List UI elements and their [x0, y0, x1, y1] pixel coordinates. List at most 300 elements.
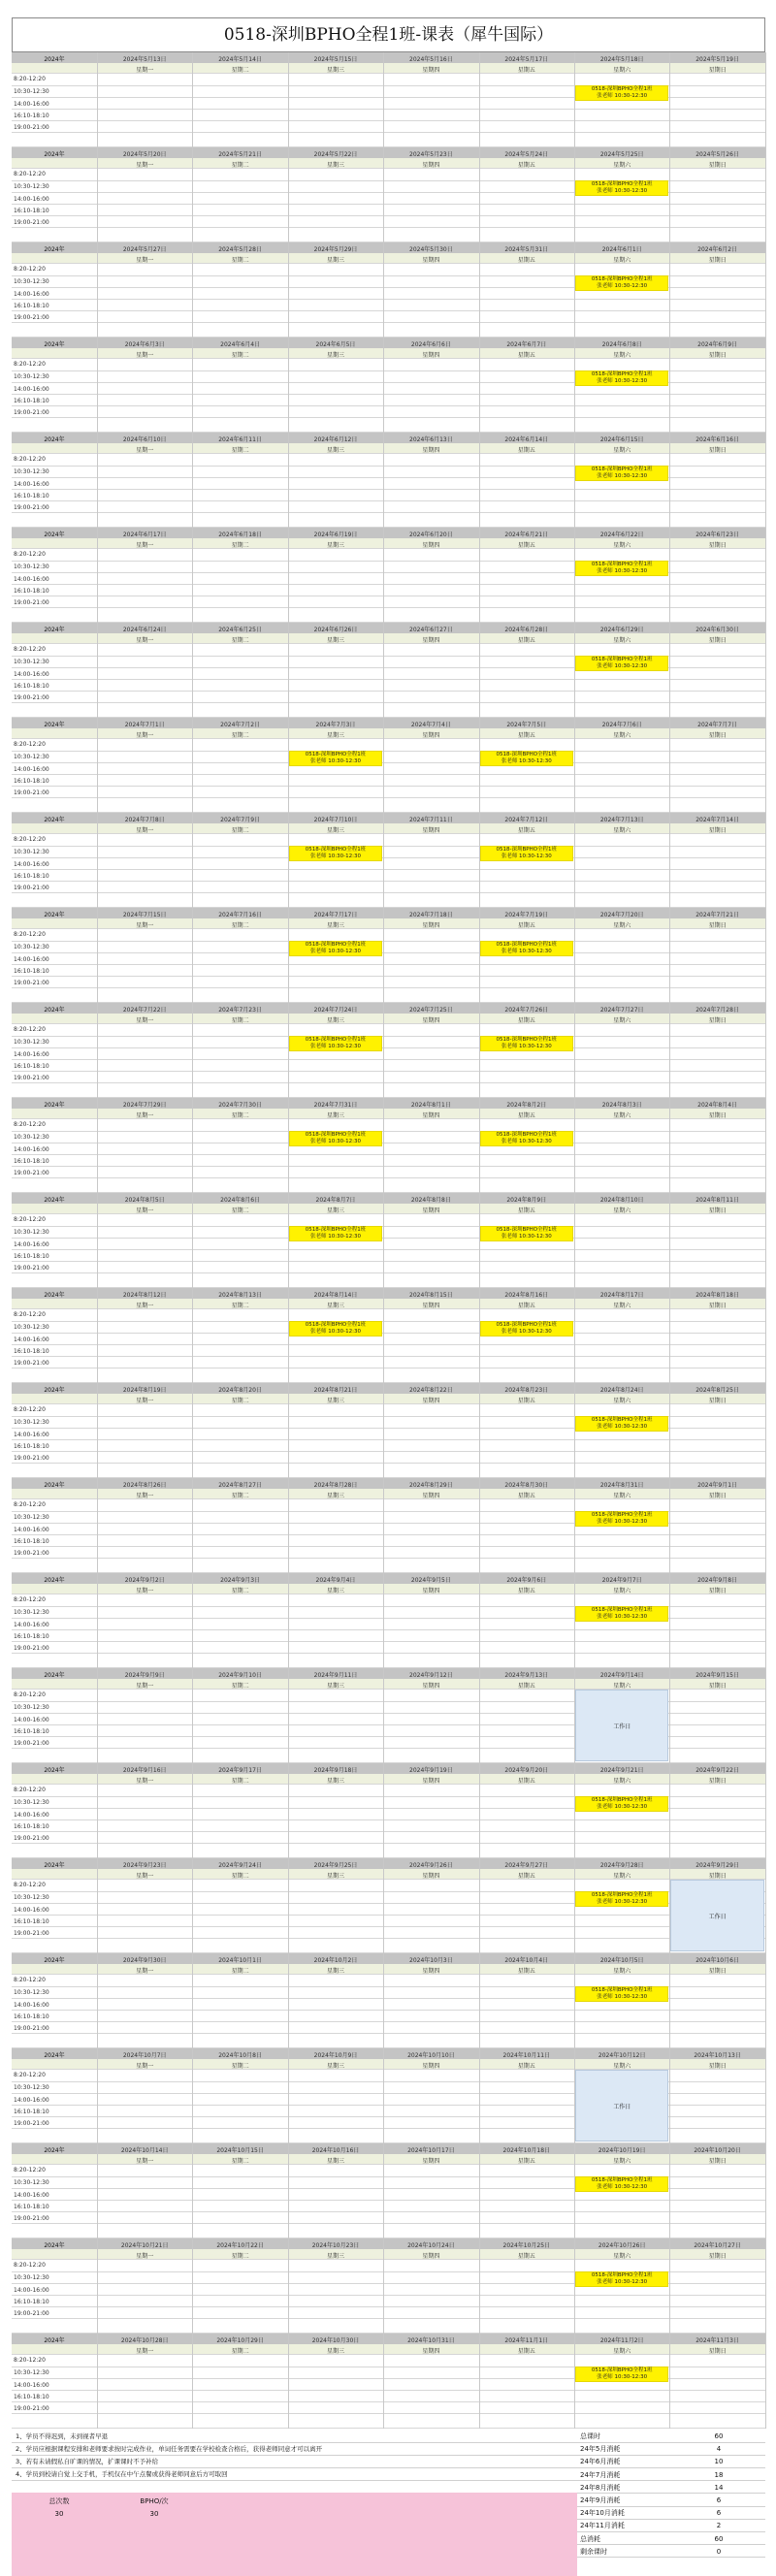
- weekday-cell: 星期四: [422, 1588, 440, 1594]
- row-divider: [12, 405, 765, 406]
- weekday-cell: 星期一: [136, 257, 154, 264]
- weekday-cell: 星期四: [422, 1873, 440, 1880]
- week-block: [12, 1098, 765, 1193]
- weekday-cell: 星期二: [231, 1303, 249, 1309]
- weekday-cell: 星期日: [708, 1493, 727, 1499]
- weekday-cell: 星期二: [231, 1588, 249, 1594]
- weekday-cell: 星期日: [708, 2253, 727, 2260]
- class-event-cell[interactable]: [289, 1036, 382, 1051]
- weekday-cell: 星期二: [231, 637, 249, 644]
- date-cell: 2024年8月28日: [313, 1482, 358, 1489]
- weekday-cell: 星期二: [231, 1493, 249, 1499]
- row-divider: [12, 702, 765, 703]
- event-teacher-time: 张老师 10:30-12:30: [597, 283, 648, 289]
- time-slot-label: 10:30-12:30: [14, 1799, 49, 1806]
- date-cell: 2024年9月26日: [409, 1862, 453, 1869]
- time-slot-label: 16:10-18:10: [14, 2394, 49, 2400]
- time-slot-label: 8:20-12:20: [14, 1501, 46, 1508]
- event-title: 0518-深圳BPHO全程1班: [591, 1417, 653, 1423]
- date-cell: 2024年6月15日: [599, 436, 644, 443]
- class-event-cell[interactable]: [480, 1226, 573, 1241]
- class-event-cell[interactable]: [575, 466, 668, 481]
- date-cell: 2024年11月2日: [599, 2337, 644, 2344]
- date-cell: 2024年8月9日: [506, 1197, 547, 1204]
- event-teacher-time: 张老师 10:30-12:30: [597, 1994, 648, 2000]
- date-cell: 2024年8月29日: [409, 1482, 453, 1489]
- weekday-cell: 星期日: [708, 2158, 727, 2165]
- event-title: 0518-深圳BPHO全程1班: [496, 752, 558, 757]
- class-event-cell[interactable]: [575, 85, 668, 101]
- class-event-cell[interactable]: [289, 1321, 382, 1336]
- weekday-cell: 星期六: [613, 1683, 631, 1690]
- class-event-cell[interactable]: [289, 941, 382, 956]
- date-cell: 2024年8月16日: [504, 1292, 549, 1299]
- weekday-cell: 星期三: [326, 352, 344, 359]
- self-study-cell[interactable]: 工作日: [670, 1880, 763, 1951]
- row-divider: [12, 857, 765, 858]
- date-cell: 2024年8月31日: [599, 1482, 644, 1489]
- weekday-cell: 星期三: [326, 2063, 344, 2070]
- time-slot-label: 14:00-16:00: [14, 1907, 49, 1914]
- date-cell: 2024年8月23日: [504, 1387, 549, 1394]
- event-teacher-time: 张老师 10:30-12:30: [501, 949, 552, 954]
- row-divider: [12, 2211, 765, 2212]
- time-slot-label: 8:20-12:20: [14, 1406, 46, 1413]
- date-cell: 2024年8月27日: [218, 1482, 262, 1489]
- time-slot-label: 10:30-12:30: [14, 2084, 49, 2091]
- row-divider: [12, 762, 765, 763]
- class-event-cell[interactable]: [575, 1891, 668, 1907]
- weekday-cell: 星期六: [613, 2348, 631, 2355]
- class-event-cell[interactable]: [575, 1416, 668, 1432]
- time-slot-label: 19:00-21:00: [14, 124, 49, 131]
- date-cell: 2024年5月17日: [504, 56, 549, 63]
- weekday-cell: 星期二: [231, 1873, 249, 1880]
- column-divider: [765, 623, 766, 718]
- row-divider: [12, 1915, 765, 1916]
- date-cell: 2024年7月5日: [506, 722, 547, 728]
- event-title: 0518-深圳BPHO全程1班: [591, 276, 653, 282]
- row-divider: [12, 299, 765, 300]
- week-block: [12, 2334, 765, 2429]
- time-slot-label: 10:30-12:30: [14, 1039, 49, 1046]
- year-label: 2024年: [44, 1197, 65, 1204]
- row-divider: [12, 227, 765, 228]
- time-slot-label: 14:00-16:00: [14, 101, 49, 108]
- date-cell: 2024年8月11日: [695, 1197, 739, 1204]
- row-divider: [12, 1938, 765, 1939]
- weekday-cell: 星期四: [422, 1017, 440, 1024]
- row-divider: [12, 584, 765, 585]
- date-cell: 2024年10月23日: [311, 2242, 360, 2249]
- row-divider: [12, 1082, 765, 1083]
- date-cell: 2024年8月25日: [695, 1387, 739, 1394]
- event-title: 0518-深圳BPHO全程1班: [591, 1987, 653, 1993]
- weekday-cell: 星期三: [326, 1303, 344, 1309]
- date-cell: 2024年6月27日: [409, 627, 453, 633]
- weekday-cell: 星期六: [613, 162, 631, 169]
- weekday-cell: 星期四: [422, 1303, 440, 1309]
- date-cell: 2024年8月24日: [599, 1387, 644, 1394]
- row-divider: [12, 774, 765, 775]
- date-cell: 2024年9月3日: [220, 1577, 261, 1584]
- weekday-cell: 星期六: [613, 1873, 631, 1880]
- column-divider: [765, 1098, 766, 1193]
- time-slot-label: 19:00-21:00: [14, 694, 49, 701]
- row-divider: [12, 1463, 765, 1464]
- date-cell: 2024年10月15日: [216, 2147, 264, 2154]
- class-event-cell[interactable]: [480, 846, 573, 861]
- event-teacher-time: 张老师 10:30-12:30: [597, 568, 648, 574]
- time-slot-label: 16:10-18:10: [14, 398, 49, 404]
- event-title: 0518-深圳BPHO全程1班: [496, 1132, 558, 1138]
- weekday-cell: 星期一: [136, 637, 154, 644]
- date-cell: 2024年8月15日: [409, 1292, 453, 1299]
- date-cell: 2024年10月6日: [695, 1957, 739, 1964]
- stat-value: 6: [672, 2507, 765, 2520]
- time-slot-label: 10:30-12:30: [14, 944, 49, 950]
- weekday-cell: 星期日: [708, 67, 727, 74]
- date-cell: 2024年9月7日: [601, 1577, 642, 1584]
- weekday-cell: 星期五: [517, 1683, 535, 1690]
- stat-label: 24年10月消耗: [577, 2507, 672, 2520]
- date-cell: 2024年9月8日: [697, 1577, 738, 1584]
- date-cell: 2024年5月22日: [313, 151, 358, 158]
- weekday-cell: 星期五: [517, 2348, 535, 2355]
- time-slot-label: 19:00-21:00: [14, 1170, 49, 1176]
- weekday-cell: 星期四: [422, 827, 440, 834]
- class-event-cell[interactable]: [289, 846, 382, 861]
- weekday-cell: 星期五: [517, 732, 535, 739]
- column-divider: [765, 1478, 766, 1573]
- year-label: 2024年: [44, 1672, 65, 1679]
- date-cell: 2024年10月1日: [218, 1957, 262, 1964]
- time-slot-label: 10:30-12:30: [14, 849, 49, 855]
- date-cell: 2024年10月8日: [218, 2052, 262, 2059]
- date-cell: 2024年5月19日: [695, 56, 739, 63]
- weekday-cell: 星期五: [517, 2063, 535, 2070]
- row-divider: [12, 394, 765, 395]
- date-cell: 2024年7月18日: [409, 912, 453, 918]
- event-title: 0518-深圳BPHO全程1班: [591, 181, 653, 187]
- column-divider: [765, 1003, 766, 1098]
- time-slot-label: 10:30-12:30: [14, 1324, 49, 1331]
- date-cell: 2024年10月11日: [502, 2052, 551, 2059]
- weekday-cell: 星期二: [231, 2348, 249, 2355]
- time-slot-label: 10:30-12:30: [14, 1989, 49, 1996]
- event-title: 0518-深圳BPHO全程1班: [591, 1607, 653, 1613]
- class-event-cell[interactable]: [575, 180, 668, 196]
- week-block: [12, 338, 765, 433]
- row-divider: [12, 2390, 765, 2391]
- event-title: 0518-深圳BPHO全程1班: [496, 1227, 558, 1233]
- stat-value: 60: [672, 2533, 765, 2546]
- weekday-cell: 星期一: [136, 447, 154, 454]
- date-cell: 2024年5月18日: [599, 56, 644, 63]
- self-study-cell[interactable]: 工作日: [575, 1690, 668, 1761]
- weekday-cell: 星期六: [613, 1588, 631, 1594]
- weekday-cell: 星期日: [708, 257, 727, 264]
- time-slot-label: 14:00-16:00: [14, 861, 49, 868]
- row-divider: [12, 869, 765, 870]
- weekday-cell: 星期二: [231, 1398, 249, 1404]
- row-divider: [12, 751, 765, 752]
- row-divider: [12, 132, 765, 133]
- time-slot-label: 19:00-21:00: [14, 1835, 49, 1842]
- year-label: 2024年: [44, 341, 65, 348]
- time-slot-label: 8:20-12:20: [14, 171, 46, 177]
- date-cell: 2024年7月31日: [313, 1102, 358, 1109]
- time-slot-label: 16:10-18:10: [14, 778, 49, 785]
- weekday-cell: 星期二: [231, 447, 249, 454]
- week-block: [12, 1668, 765, 1763]
- weekday-cell: 星期六: [613, 732, 631, 739]
- class-event-cell[interactable]: [575, 1986, 668, 2002]
- date-cell: 2024年6月23日: [695, 531, 739, 538]
- time-slot-label: 14:00-16:00: [14, 1527, 49, 1533]
- date-cell: 2024年7月13日: [599, 817, 644, 823]
- event-teacher-time: 张老师 10:30-12:30: [597, 2374, 648, 2380]
- weekday-cell: 星期二: [231, 1778, 249, 1785]
- time-slot-label: 16:10-18:10: [14, 968, 49, 975]
- time-slot-label: 19:00-21:00: [14, 1550, 49, 1557]
- row-divider: [12, 500, 765, 501]
- date-cell: 2024年6月5日: [315, 341, 356, 348]
- time-slot-label: 8:20-12:20: [14, 266, 46, 273]
- weeks-container: [12, 52, 765, 2429]
- stat-label: 24年7月消耗: [577, 2469, 672, 2482]
- row-divider: [12, 1629, 765, 1630]
- class-event-cell[interactable]: [575, 1796, 668, 1812]
- week-block: [12, 528, 765, 623]
- time-slot-label: 14:00-16:00: [14, 1241, 49, 1248]
- weekday-cell: 星期四: [422, 352, 440, 359]
- weekday-cell: 星期四: [422, 1208, 440, 1214]
- weekday-cell: 星期六: [613, 827, 631, 834]
- footer-section: [12, 2431, 765, 2576]
- week-block: [12, 2048, 765, 2143]
- column-divider: [765, 813, 766, 908]
- weekday-cell: 星期三: [326, 542, 344, 549]
- date-cell: 2024年9月6日: [506, 1577, 547, 1584]
- date-cell: 2024年5月14日: [218, 56, 262, 63]
- date-cell: 2024年9月17日: [218, 1767, 262, 1774]
- week-block: [12, 52, 765, 147]
- date-cell: 2024年5月20日: [122, 151, 167, 158]
- weekday-cell: 星期日: [708, 637, 727, 644]
- column-divider: [765, 1573, 766, 1668]
- week-block: [12, 1478, 765, 1573]
- date-cell: 2024年10月28日: [120, 2337, 169, 2344]
- time-slot-label: 16:10-18:10: [14, 1348, 49, 1355]
- time-slot-label: 19:00-21:00: [14, 1455, 49, 1462]
- row-divider: [12, 417, 765, 418]
- date-cell: 2024年7月26日: [504, 1007, 549, 1014]
- date-cell: 2024年9月28日: [599, 1862, 644, 1869]
- class-event-cell[interactable]: [575, 2176, 668, 2192]
- time-slot-label: 14:00-16:00: [14, 1051, 49, 1058]
- weekday-cell: 星期日: [708, 732, 727, 739]
- date-cell: 2024年6月12日: [313, 436, 358, 443]
- weekday-cell: 星期日: [708, 1303, 727, 1309]
- weekday-cell: 星期三: [326, 1112, 344, 1119]
- time-slot-label: 19:00-21:00: [14, 599, 49, 606]
- row-divider: [12, 1344, 765, 1345]
- date-cell: 2024年7月12日: [504, 817, 549, 823]
- row-divider: [12, 2223, 765, 2224]
- row-divider: [12, 120, 765, 121]
- date-cell: 2024年7月19日: [504, 912, 549, 918]
- class-event-cell[interactable]: [480, 1036, 573, 1051]
- column-divider: [765, 2334, 766, 2429]
- class-event-cell[interactable]: [575, 275, 668, 291]
- class-event-cell[interactable]: [480, 1321, 573, 1336]
- year-label: 2024年: [44, 1577, 65, 1584]
- weekday-cell: 星期日: [708, 827, 727, 834]
- time-slot-label: 10:30-12:30: [14, 373, 49, 380]
- date-cell: 2024年5月28日: [218, 246, 262, 253]
- self-study-cell[interactable]: 工作日: [575, 2070, 668, 2141]
- weekday-cell: 星期一: [136, 1968, 154, 1975]
- date-cell: 2024年10月30日: [311, 2337, 360, 2344]
- class-event-cell[interactable]: [289, 1226, 382, 1241]
- weekday-cell: 星期三: [326, 257, 344, 264]
- date-cell: 2024年9月11日: [313, 1672, 358, 1679]
- weekday-cell: 星期五: [517, 827, 535, 834]
- class-event-cell[interactable]: [480, 1131, 573, 1146]
- year-label: 2024年: [44, 246, 65, 253]
- date-cell: 2024年10月26日: [598, 2242, 646, 2249]
- weekday-cell: 星期三: [326, 827, 344, 834]
- row-divider: [12, 987, 765, 988]
- class-event-cell[interactable]: [575, 561, 668, 576]
- time-slot-label: 14:00-16:00: [14, 2002, 49, 2009]
- time-slot-label: 19:00-21:00: [14, 219, 49, 226]
- stat-label: 总消耗: [577, 2533, 672, 2546]
- week-block: [12, 1858, 765, 1953]
- class-event-cell[interactable]: [575, 2367, 668, 2382]
- class-event-cell[interactable]: [480, 941, 573, 956]
- time-slot-label: 8:20-12:20: [14, 1121, 46, 1128]
- event-title: 0518-深圳BPHO全程1班: [591, 371, 653, 377]
- time-slot-label: 19:00-21:00: [14, 2025, 49, 2032]
- time-slot-label: 16:10-18:10: [14, 1443, 49, 1450]
- weekday-cell: 星期一: [136, 67, 154, 74]
- weekday-cell: 星期三: [326, 2348, 344, 2355]
- year-label: 2024年: [44, 1862, 65, 1869]
- weekday-cell: 星期五: [517, 352, 535, 359]
- time-slot-label: 8:20-12:20: [14, 1026, 46, 1033]
- weekday-cell: 星期三: [326, 1493, 344, 1499]
- time-slot-label: 16:10-18:10: [14, 1063, 49, 1070]
- date-cell: 2024年10月16日: [311, 2147, 360, 2154]
- year-label: 2024年: [44, 151, 65, 158]
- weekday-cell: 星期一: [136, 1873, 154, 1880]
- date-cell: 2024年6月14日: [504, 436, 549, 443]
- class-event-cell[interactable]: [575, 370, 668, 386]
- date-cell: 2024年6月18日: [218, 531, 262, 538]
- weekday-cell: 星期二: [231, 257, 249, 264]
- weekday-cell: 星期五: [517, 1873, 535, 1880]
- weekday-cell: 星期五: [517, 1778, 535, 1785]
- date-cell: 2024年6月1日: [601, 246, 642, 253]
- weekday-cell: 星期日: [708, 1017, 727, 1024]
- column-divider: [765, 147, 766, 242]
- date-cell: 2024年9月20日: [504, 1767, 549, 1774]
- time-slot-label: 19:00-21:00: [14, 2120, 49, 2127]
- time-slot-label: 10:30-12:30: [14, 659, 49, 665]
- date-cell: 2024年9月30日: [122, 1957, 167, 1964]
- time-slot-label: 14:00-16:00: [14, 2097, 49, 2104]
- row-divider: [12, 1047, 765, 1048]
- time-slot-label: 19:00-21:00: [14, 409, 49, 416]
- row-divider: [12, 310, 765, 311]
- time-slot-label: 16:10-18:10: [14, 2299, 49, 2305]
- date-cell: 2024年10月19日: [598, 2147, 646, 2154]
- time-slot-label: 16:10-18:10: [14, 1918, 49, 1925]
- date-cell: 2024年6月29日: [599, 627, 644, 633]
- date-cell: 2024年7月4日: [410, 722, 451, 728]
- row-divider: [12, 1154, 765, 1155]
- weekday-cell: 星期一: [136, 732, 154, 739]
- weekday-cell: 星期二: [231, 67, 249, 74]
- event-teacher-time: 张老师 10:30-12:30: [597, 2184, 648, 2190]
- time-slot-label: 19:00-21:00: [14, 1740, 49, 1747]
- year-label: 2024年: [44, 817, 65, 823]
- rule-note: 1、学员不得迟到，未到视者早退: [12, 2431, 577, 2443]
- class-event-cell[interactable]: [480, 751, 573, 766]
- column-divider: [765, 1383, 766, 1478]
- time-slot-label: 10:30-12:30: [14, 1609, 49, 1616]
- date-cell: 2024年5月27日: [122, 246, 167, 253]
- weekday-cell: 星期四: [422, 1683, 440, 1690]
- date-cell: 2024年9月1日: [697, 1482, 738, 1489]
- class-event-cell[interactable]: [289, 751, 382, 766]
- time-slot-label: 14:00-16:00: [14, 956, 49, 963]
- event-teacher-time: 张老师 10:30-12:30: [597, 93, 648, 99]
- date-cell: 2024年10月5日: [599, 1957, 644, 1964]
- stat-value: 60: [672, 2431, 765, 2443]
- class-event-cell[interactable]: [575, 1606, 668, 1622]
- date-cell: 2024年7月22日: [122, 1007, 167, 1014]
- year-label: 2024年: [44, 1387, 65, 1394]
- row-divider: [12, 489, 765, 490]
- date-cell: 2024年7月1日: [124, 722, 165, 728]
- time-slot-label: 8:20-12:20: [14, 2357, 46, 2364]
- class-event-cell[interactable]: [575, 2271, 668, 2287]
- row-divider: [12, 1439, 765, 1440]
- weekday-cell: 星期一: [136, 1112, 154, 1119]
- time-slot-label: 19:00-21:00: [14, 1075, 49, 1081]
- column-divider: [765, 2238, 766, 2334]
- time-slot-label: 14:00-16:00: [14, 196, 49, 203]
- time-slot-label: 14:00-16:00: [14, 1717, 49, 1723]
- weekday-cell: 星期五: [517, 1588, 535, 1594]
- weekday-cell: 星期三: [326, 2158, 344, 2165]
- class-event-cell[interactable]: [575, 656, 668, 671]
- event-teacher-time: 张老师 10:30-12:30: [501, 1329, 552, 1335]
- row-divider: [12, 1831, 765, 1832]
- row-divider: [12, 1819, 765, 1820]
- year-label: 2024年: [44, 2337, 65, 2344]
- date-cell: 2024年8月2日: [506, 1102, 547, 1109]
- date-cell: 2024年7月6日: [601, 722, 642, 728]
- class-event-cell[interactable]: [289, 1131, 382, 1146]
- weekday-cell: 星期三: [326, 1778, 344, 1785]
- event-title: 0518-深圳BPHO全程1班: [591, 2177, 653, 2183]
- class-event-cell[interactable]: [575, 1511, 668, 1527]
- date-cell: 2024年5月13日: [122, 56, 167, 63]
